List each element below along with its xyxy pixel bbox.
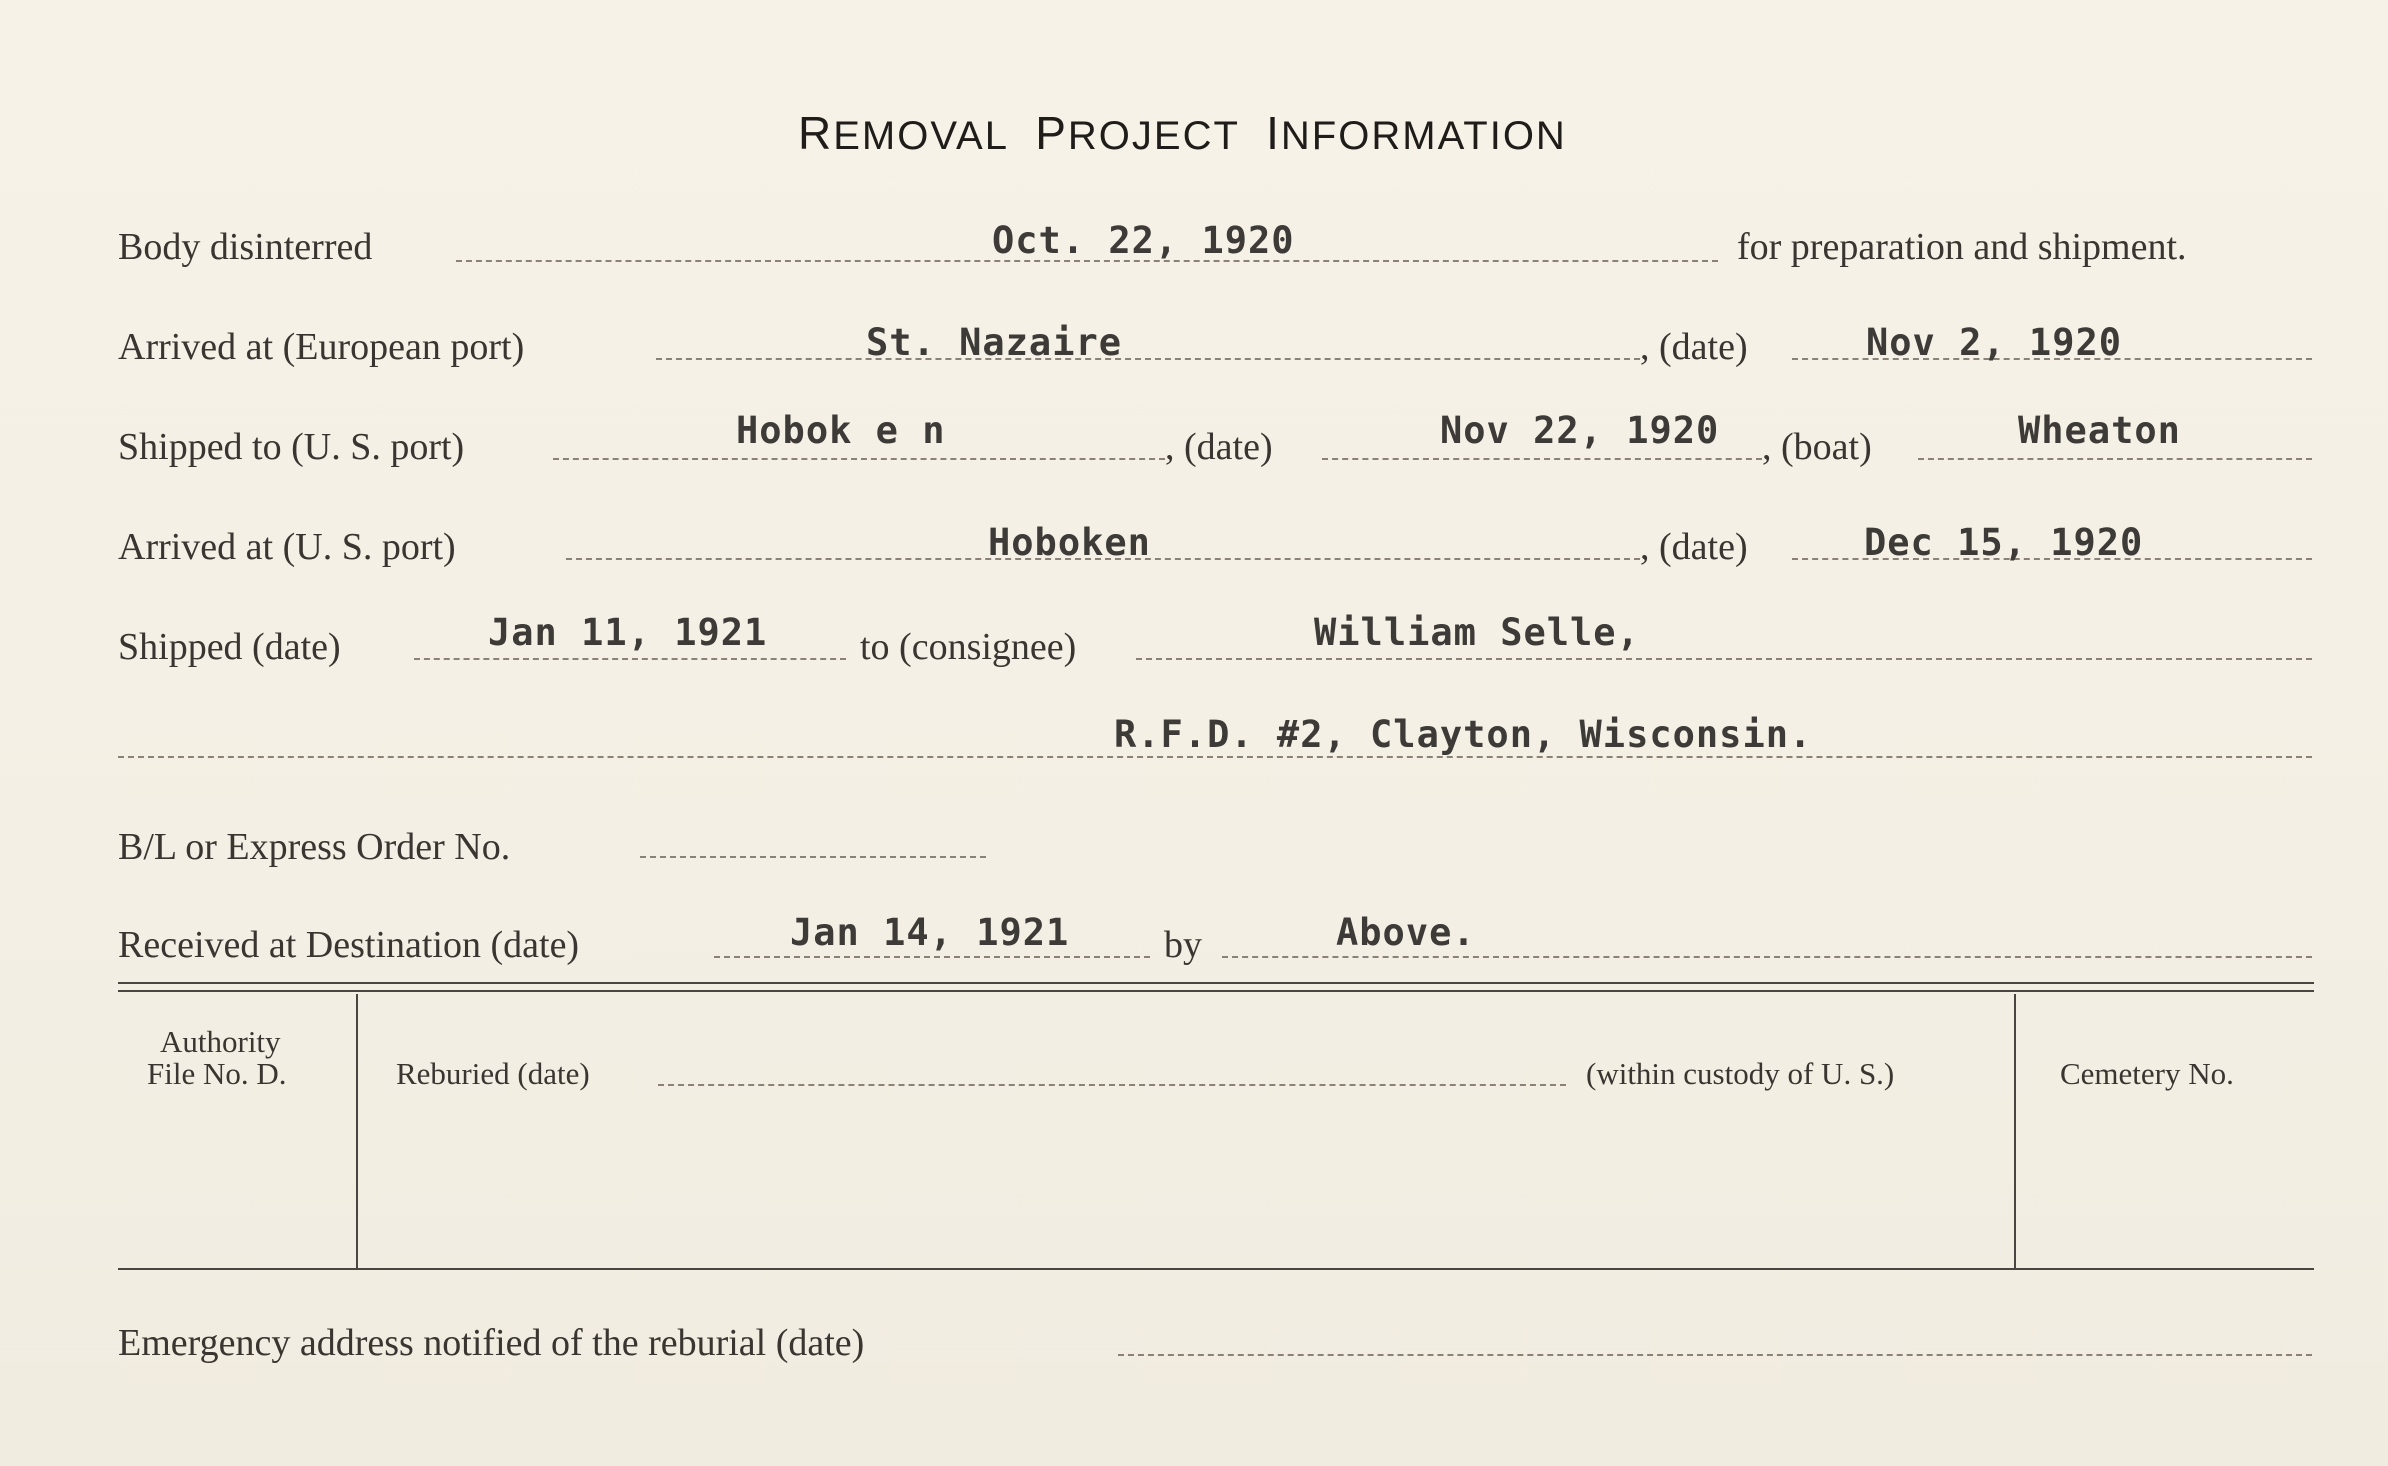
received-destination-label: Received at Destination (date) <box>118 924 580 966</box>
us-port-shipped-line <box>553 458 1165 460</box>
title-project-rest: ROJECT <box>1067 114 1240 158</box>
shipped-date-label: Shipped (date) <box>118 626 341 668</box>
arrived-european-port-label: Arrived at (European port) <box>118 326 525 368</box>
received-by-line <box>1222 956 2312 958</box>
section-rule-top <box>118 982 2314 984</box>
authority-label-line1: Authority <box>160 1024 281 1059</box>
received-date-line <box>714 956 1150 958</box>
european-port-value: St. Nazaire <box>866 321 1123 364</box>
body-disinterred-label: Body disinterred <box>118 226 373 268</box>
bl-express-order-label: B/L or Express Order No. <box>118 826 511 868</box>
disinterred-date-value: Oct. 22, 1920 <box>992 219 1295 262</box>
consignee-address-value: R.F.D. #2, Clayton, Wisconsin. <box>1114 713 1813 756</box>
box-bottom-rule <box>118 1268 2314 1270</box>
boat-value: Wheaton <box>2018 409 2181 452</box>
bl-number-line[interactable] <box>640 856 986 858</box>
box-divider-left <box>356 994 358 1268</box>
us-ship-date-line <box>1322 458 1762 460</box>
european-port-line <box>656 358 1640 360</box>
title-removal-rest: EMOVAL <box>833 114 1009 158</box>
shipped-date-value: Jan 11, 1921 <box>488 611 768 654</box>
received-by-value: Above. <box>1336 911 1476 954</box>
received-date-value: Jan 14, 1921 <box>790 911 1070 954</box>
to-consignee-label: to (consignee) <box>860 626 1077 668</box>
authority-label-line2: File No. D. <box>147 1056 287 1091</box>
boat-label: , (boat) <box>1762 426 1872 468</box>
us-arrival-date-label: , (date) <box>1640 526 1748 568</box>
shipped-to-us-port-label: Shipped to (U. S. port) <box>118 426 465 468</box>
european-arrival-date-value: Nov 2, 1920 <box>1866 321 2123 364</box>
reburied-date-label: Reburied (date) <box>396 1056 590 1091</box>
title-removal-initial: R <box>798 107 834 159</box>
cemetery-number-label: Cemetery No. <box>2060 1056 2234 1091</box>
title-information-initial: I <box>1266 107 1281 159</box>
consignee-line <box>1136 658 2312 660</box>
reburied-date-line[interactable] <box>658 1084 1566 1086</box>
emergency-notified-label: Emergency address notified of the reburial (date) <box>118 1322 865 1364</box>
us-ship-date-value: Nov 22, 1920 <box>1440 409 1720 452</box>
shipped-date-line <box>414 658 846 660</box>
us-port-arrived-value: Hoboken <box>988 521 1151 564</box>
european-date-label: , (date) <box>1640 326 1748 368</box>
card-title <box>798 106 1567 160</box>
arrived-us-port-label: Arrived at (U. S. port) <box>118 526 456 568</box>
us-arrival-date-value: Dec 15, 1920 <box>1864 521 2144 564</box>
for-preparation-label: for preparation and shipment. <box>1737 226 2187 268</box>
title-information-rest: NFORMATION <box>1280 114 1567 158</box>
title-project-initial: P <box>1035 107 1068 159</box>
consignee-address-line <box>118 756 2312 758</box>
us-ship-date-label: , (date) <box>1165 426 1273 468</box>
us-port-shipped-value: Hobok e n <box>736 409 946 452</box>
by-label: by <box>1164 924 1202 966</box>
boat-line <box>1918 458 2312 460</box>
within-custody-label: (within custody of U. S.) <box>1586 1056 1895 1091</box>
emergency-date-line[interactable] <box>1118 1354 2312 1356</box>
box-divider-right <box>2014 994 2016 1268</box>
section-rule-bottom <box>118 990 2314 992</box>
consignee-name-value: William Selle, <box>1314 611 1640 654</box>
